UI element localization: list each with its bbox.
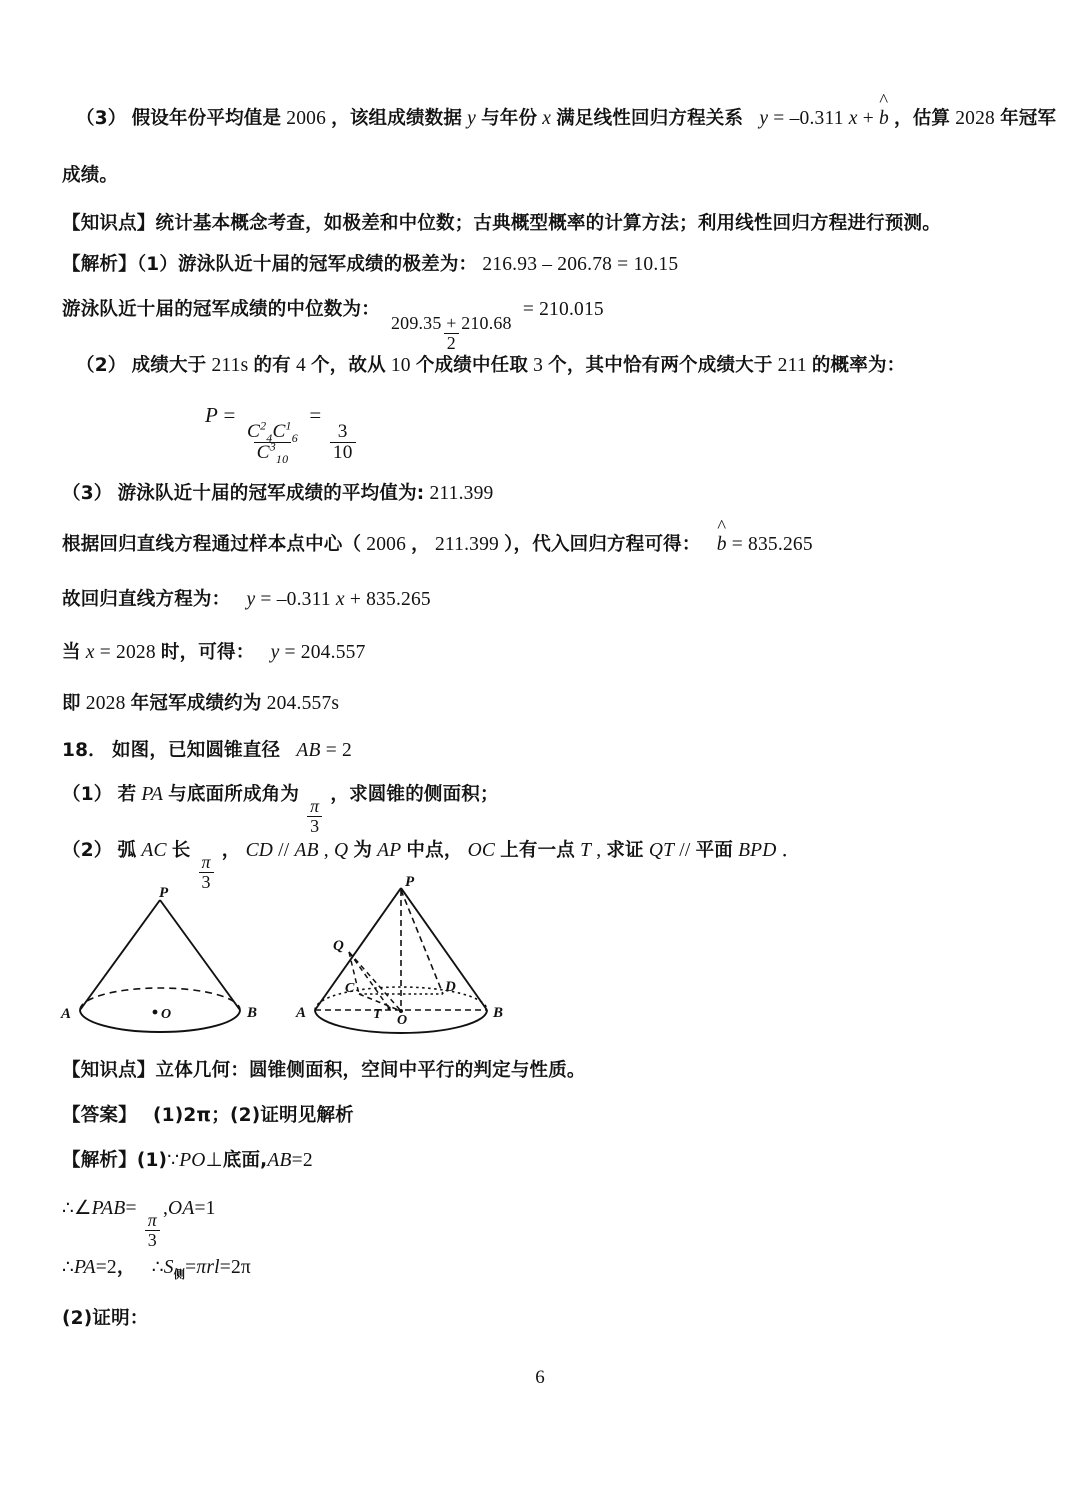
combination-3-sup: 3: [269, 439, 276, 454]
q17-sol1-minus: –: [542, 254, 553, 275]
q18-figures: [55, 872, 575, 1044]
q18-p2-frac-den: 3: [199, 872, 214, 892]
q17-sol3-line: [62, 481, 1024, 507]
q18-p1-frac-num: π: [310, 796, 320, 817]
q18-p2-text6: 上有一点: [500, 840, 575, 861]
q18-ana-p1-prefix: (1): [136, 1150, 168, 1171]
q17-analysis-label: 【解析】: [62, 254, 137, 275]
q17-sol2-text5: 个，其中恰有两个成绩大于: [548, 355, 773, 376]
q17-part3-prompt-line2: [62, 163, 1024, 189]
q17-final-eq-intercept: 835.265: [366, 589, 431, 610]
q18-PA-value: 2: [106, 1257, 117, 1278]
q17-median-denominator: 2: [444, 333, 459, 353]
q18-angle-comma: ,: [162, 1198, 169, 1219]
q18-ana-p1-text: 底面,: [222, 1150, 268, 1171]
q18-ana-value: 2: [302, 1150, 313, 1171]
svg-text:O: O: [397, 1013, 408, 1028]
q17-center-comma: ，: [411, 534, 430, 555]
q18-answer-label: 【答案】: [62, 1105, 137, 1126]
q18-lateral-area-subscript: 侧: [173, 1267, 186, 1281]
svg-text:P: P: [159, 885, 169, 901]
q17-part3-text4: 满足线性回归方程关系: [556, 108, 744, 129]
combination-2-sup: 1: [285, 418, 292, 433]
q17-conclusion-text1: 即: [62, 693, 81, 714]
q17-center-text1: 根据回归直线方程通过样本点中心（: [62, 534, 362, 555]
q18-p1-text3: ，求圆锥的侧面积；: [330, 784, 499, 805]
q18-angle-equals2: =: [194, 1198, 206, 1219]
q17-center-equals: =: [731, 534, 743, 555]
q17-sol1-max: 216.93: [482, 254, 538, 275]
q18-p1-prefix: （1）: [62, 784, 113, 805]
q17-sol2-pick: 3: [533, 355, 544, 376]
q18-angle-OA: OA: [168, 1198, 195, 1219]
q18-proof-text: (2)证明：: [62, 1308, 149, 1329]
q18-p2-prefix: （2）: [62, 840, 113, 861]
q18-p2-AP: AP: [377, 840, 402, 861]
q17-conclusion-year: 2028: [85, 693, 126, 714]
q18-p2-text7: 求证: [606, 840, 644, 861]
q17-probability-formula: [205, 402, 1080, 467]
cone-right-svg: [293, 872, 553, 1044]
therefore-symbol-2: ∴: [62, 1257, 74, 1278]
q17-part3-text6: 年冠军: [1000, 108, 1057, 129]
q17-predict-y: y: [270, 642, 280, 663]
q17-part3-prefix: （3）: [76, 108, 127, 129]
q18-p2-text8: 平面: [695, 840, 733, 861]
q18-knowledge-label: 【知识点】: [62, 1060, 156, 1081]
q18-angle-fraction: [145, 1211, 160, 1250]
q18-p2-QT: QT: [648, 840, 675, 861]
q18-PA-comma: ，: [116, 1257, 136, 1278]
q17-var-y: y: [467, 108, 476, 129]
q17-median-value: 210.015: [539, 299, 604, 320]
q18-stem-value: 2: [342, 740, 352, 761]
combination-2-sub: 6: [291, 430, 298, 445]
q17-median-numerator: 209.35 + 210.68: [390, 312, 512, 333]
q17-eq-plus: +: [862, 108, 874, 129]
combination-1-sub: 4: [266, 430, 273, 445]
q17-final-eq-text: 故回归直线方程为：: [62, 589, 231, 610]
q17-eq-slope: –0.311: [789, 108, 844, 129]
q17-conclusion-value: 204.557s: [266, 693, 340, 714]
q17-predict-yval: 204.557: [300, 642, 366, 663]
q17-predict-line: [62, 640, 1024, 666]
q18-stem-equals: =: [325, 740, 337, 761]
because-symbol: ∵: [167, 1150, 180, 1171]
q17-center-line: [62, 532, 1024, 558]
q18-angle-line: [62, 1196, 1024, 1250]
q17-part3-text7: 成绩。: [62, 165, 119, 186]
q17-predict-equals2: =: [284, 642, 296, 663]
q18-p2-comma1: ,: [323, 840, 329, 861]
svg-text:C: C: [345, 981, 355, 996]
q18-answer-sep: ；: [211, 1105, 230, 1126]
probability-result-denominator: 10: [330, 442, 356, 463]
probability-equals-2: =: [309, 403, 322, 427]
q18-p2-CD: CD: [245, 840, 274, 861]
q17-var-x: x: [542, 108, 552, 129]
q17-eq-bhat: b ^: [879, 106, 889, 132]
q17-predict-xval: 2028: [116, 642, 156, 663]
q17-sol2-text4: 个成绩中任取: [415, 355, 529, 376]
q17-sol1-range: 10.15: [633, 254, 679, 275]
q18-area-equals: =: [185, 1257, 197, 1278]
figure-cone-right: [293, 872, 553, 1044]
q18-answer-p2: (2)证明见解析: [229, 1105, 354, 1126]
q17-eq-y: y: [759, 108, 769, 129]
q18-p1-PA: PA: [141, 784, 164, 805]
q18-p2-BPD: BPD: [738, 840, 777, 861]
q17-sol1-text: 游泳队近十届的冠军成绩的极差为：: [178, 254, 478, 275]
q17-final-eq-slope: –0.311: [276, 589, 331, 610]
q18-p2-period: ．: [781, 840, 802, 861]
q18-knowledge-line: [62, 1058, 1024, 1084]
q17-target-year: 2028: [955, 108, 996, 129]
q18-p2-OC: OC: [467, 840, 496, 861]
q17-sol2-prefix: （2）: [76, 355, 127, 376]
q17-sol1-min: 206.78: [557, 254, 613, 275]
q18-angle-frac-den: 3: [145, 1230, 160, 1250]
q18-p2-text2: 长: [171, 840, 191, 861]
q18-p2-text5: 中点，: [406, 840, 463, 861]
combination-2-base: C: [272, 420, 286, 442]
probability-result-fraction: [330, 422, 356, 464]
q18-p2-parallel: //: [278, 840, 290, 861]
q18-proof-label: [62, 1306, 1024, 1332]
q17-sol2-threshold: 211s: [211, 355, 249, 376]
q18-angle-OA-value: 1: [205, 1198, 216, 1219]
q17-part3-text3: 与年份: [481, 108, 538, 129]
q18-ana-AB: AB: [267, 1150, 292, 1171]
q17-predict-text2: 时，可得：: [160, 642, 255, 663]
q17-sol2-text3: 个，故从: [310, 355, 386, 376]
combination-3-base: C: [256, 442, 270, 464]
q17-knowledge-label: 【知识点】: [62, 213, 156, 234]
q17-sol2-threshold2: 211: [777, 355, 807, 376]
cone-left-svg: [55, 872, 305, 1044]
q18-p1-frac-den: 3: [307, 816, 322, 836]
q18-angle-frac-num: π: [147, 1210, 157, 1231]
q18-p2-frac-num: π: [201, 852, 211, 873]
angle-symbol: ∠: [73, 1198, 92, 1219]
q17-median-equals: =: [522, 299, 535, 320]
q17-eq-equals: =: [773, 108, 785, 129]
q17-final-eq-y: y: [246, 589, 256, 610]
q17-sol2-line: [62, 353, 1038, 379]
combination-1-base: C: [246, 420, 261, 442]
q18-p2-text4: 为: [353, 840, 373, 861]
combination-3-sub: 10: [275, 452, 289, 467]
q17-median-fraction: [388, 314, 515, 353]
q18-PA-equals: =: [95, 1257, 107, 1278]
q17-center-y: 211.399: [434, 534, 500, 555]
q17-part3-prompt-line1: [62, 106, 1057, 132]
q17-part3-text1: 假设年份平均值是: [131, 108, 282, 129]
page-number: 6: [535, 1367, 545, 1388]
q17-final-eq-equals: =: [260, 589, 272, 610]
q17-center-x: 2006: [366, 534, 407, 555]
q18-area-value: 2π: [230, 1257, 251, 1278]
q18-ana-equals: =: [291, 1150, 303, 1171]
svg-text:O: O: [161, 1007, 172, 1022]
q18-angle-PAB: PAB: [91, 1198, 126, 1219]
q18-p2-Q: Q: [333, 840, 349, 861]
q17-median-line: [62, 297, 1024, 353]
q17-conclusion-line: [62, 691, 1024, 717]
combination-1-sup: 2: [260, 418, 267, 433]
q17-sol2-text6: 的概率为：: [811, 355, 906, 376]
svg-text:A: A: [296, 1005, 307, 1021]
q18-p2-T: T: [580, 840, 592, 861]
q18-ana-PO: PO: [179, 1150, 206, 1171]
q17-final-equation-line: [62, 587, 1024, 613]
q18-stem-line: [62, 738, 1024, 764]
q18-answer-p1: (1)2π: [152, 1105, 212, 1126]
q17-median-text: 游泳队近十届的冠军成绩的中位数为：: [62, 299, 380, 320]
q17-sol1-equals: =: [617, 254, 629, 275]
therefore-symbol-1: ∴: [62, 1198, 74, 1219]
svg-text:B: B: [493, 1005, 504, 1021]
q18-part1-line: [62, 782, 1024, 836]
q17-knowledge-text: 统计基本概念考查，如极差和中位数；古典概型概率的计算方法；利用线性回归方程进行预测。: [155, 213, 941, 234]
svg-text:Q: Q: [333, 938, 344, 954]
probability-result-numerator: 3: [337, 420, 348, 442]
q18-stem-text: 如图，已知圆锥直径: [111, 740, 281, 761]
therefore-symbol-3: ∴: [151, 1257, 164, 1278]
q17-analysis-line1: [62, 252, 1024, 278]
q17-center-text2: ），代入回归方程可得：: [504, 534, 701, 555]
q17-sol2-text1: 成绩大于: [131, 355, 207, 376]
q17-part3-text5: ，估算: [894, 108, 951, 129]
q17-sol2-count: 4: [295, 355, 306, 376]
q17-predict-equals: =: [99, 642, 111, 663]
q18-angle-equals: =: [125, 1198, 137, 1219]
q17-year-mean: 2006: [286, 108, 327, 129]
q18-p2-text3: ，: [221, 840, 241, 861]
q17-sol1-prefix: （1）: [136, 254, 179, 275]
q18-analysis-line: [62, 1148, 1024, 1174]
probability-symbol: P: [205, 403, 219, 427]
q18-p2-AC: AC: [141, 840, 167, 861]
svg-text:D: D: [445, 979, 456, 995]
q17-sol2-text2: 的有: [253, 355, 291, 376]
probability-equals: =: [223, 403, 236, 427]
q17-eq-x: x: [848, 108, 858, 129]
q17-center-bhat: b ^: [717, 532, 727, 558]
q18-p2-comma2: ,: [596, 840, 602, 861]
q18-p2-parallel2: //: [679, 840, 691, 861]
q17-sol3-text: 游泳队近十届的冠军成绩的平均值为:: [117, 483, 425, 504]
q17-conclusion-text2: 年冠军成绩约为: [130, 693, 262, 714]
q17-predict-x: x: [85, 642, 95, 663]
q18-area-equals2: =: [219, 1257, 231, 1278]
q17-predict-text1: 当: [62, 642, 81, 663]
q17-sol3-prefix: （3）: [62, 483, 113, 504]
q18-area-formula: πrl: [196, 1257, 220, 1278]
figure-cone-left: [55, 872, 305, 1044]
svg-text:A: A: [61, 1006, 72, 1022]
q18-p1-text1: 若: [117, 784, 137, 805]
probability-fraction: [244, 418, 301, 467]
q18-p1-fraction: [307, 797, 322, 836]
svg-text:T: T: [373, 1007, 382, 1022]
q18-stem-AB: AB: [296, 740, 321, 761]
q18-area-line: [62, 1255, 1024, 1281]
q18-PA: PA: [73, 1257, 96, 1278]
q18-p1-text2: 与底面所成角为: [168, 784, 300, 805]
probability-denominator: [254, 439, 292, 467]
q17-sol3-mean: 211.399: [429, 483, 494, 504]
svg-text:P: P: [405, 874, 415, 890]
q18-knowledge-text: 立体几何：圆锥侧面积，空间中平行的判定与性质。: [155, 1060, 586, 1081]
q17-part3-text2: ，该组成绩数据: [331, 108, 463, 129]
q17-final-eq-x: x: [335, 589, 345, 610]
svg-text:B: B: [247, 1005, 258, 1021]
q17-center-bvalue: 835.265: [748, 534, 813, 555]
q18-number: 18．: [62, 740, 107, 761]
q18-analysis-label: 【解析】: [62, 1150, 137, 1171]
perpendicular-symbol: ⊥: [205, 1150, 223, 1171]
q18-answer-line: [62, 1103, 1024, 1129]
q17-knowledge-line: [62, 211, 1024, 237]
q17-sol2-total: 10: [390, 355, 411, 376]
q18-p2-AB: AB: [294, 840, 319, 861]
q18-p2-text1: 弧: [117, 840, 137, 861]
q17-final-eq-plus: +: [349, 589, 362, 610]
q18-lateral-area-symbol: S: [163, 1257, 174, 1278]
